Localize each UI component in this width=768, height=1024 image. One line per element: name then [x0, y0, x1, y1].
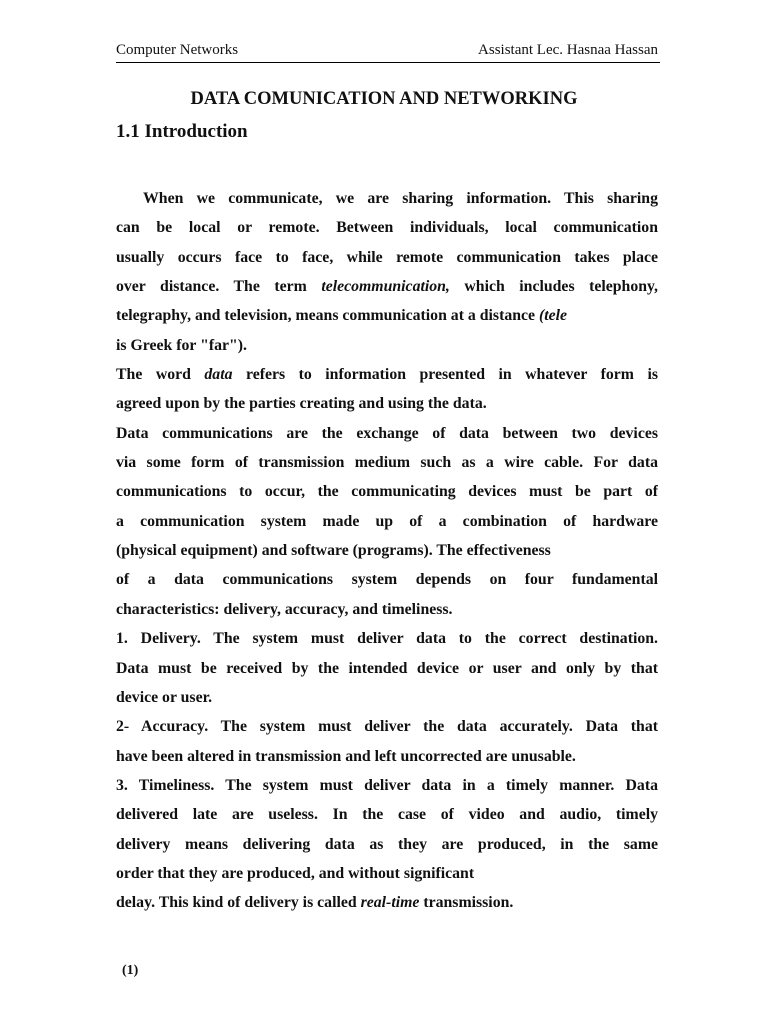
- header-course-title: Computer Networks: [116, 42, 239, 58]
- text-run: The word: [116, 366, 205, 384]
- text-line: delivery means delivering data as they are produced, in the same: [116, 835, 658, 853]
- text-run: refers to information presented in whatever form is: [232, 366, 658, 384]
- text-run: over distance. The term: [116, 278, 322, 296]
- text-line: can be local or remote. Between individuals, local communication: [116, 219, 658, 237]
- section-heading: 1.1 Introduction: [116, 121, 248, 142]
- italic-term: telecommunication,: [321, 278, 450, 296]
- text-run: delay. This kind of delivery is called: [116, 894, 361, 912]
- italic-term: real-time: [360, 894, 420, 912]
- text-line: agreed upon by the parties creating and using the data.: [116, 395, 487, 413]
- text-line: communications to occur, the communicating devices must be part of: [116, 483, 658, 501]
- text-line: delivered late are useless. In the case of video and audio, timely: [116, 806, 658, 824]
- text-line: [116, 301, 658, 330]
- text-run: telegraphy, and television, means communication at a distance: [116, 307, 539, 325]
- text-line: usually occurs face to face, while remote communication takes place: [116, 248, 658, 266]
- text-line: order that they are produced, and without significant: [116, 864, 475, 882]
- text-line: Data communications are the exchange of data between two devices: [116, 424, 658, 442]
- text-line: 1. Delivery. The system must deliver data to the correct destination.: [116, 630, 658, 648]
- text-run: transmission.: [419, 894, 514, 912]
- text-line: have been altered in transmission and left uncorrected are unusable.: [116, 747, 576, 765]
- page-number: (1): [122, 963, 139, 978]
- text-line: device or user.: [116, 688, 213, 706]
- running-header: [116, 42, 660, 63]
- text-run: which includes telephony,: [449, 278, 658, 296]
- italic-term: data: [204, 366, 233, 384]
- document-title: DATA COMUNICATION AND NETWORKING: [190, 89, 578, 109]
- text-line: When we communicate, we are sharing information. This sharing: [143, 190, 658, 207]
- text-line: Data must be received by the intended device or user and only by that: [116, 659, 658, 677]
- text-line: via some form of transmission medium such as a wire cable. For data: [116, 454, 658, 472]
- text-line: [116, 360, 658, 389]
- text-line: characteristics: delivery, accuracy, and timeliness.: [116, 600, 453, 618]
- text-line: 2- Accuracy. The system must deliver the data accurately. Data that: [116, 718, 658, 736]
- text-line: (physical equipment) and software (programs). The effectiveness: [116, 542, 551, 560]
- text-line: 3. Timeliness. The system must deliver data in a timely manner. Data: [116, 776, 658, 794]
- text-line: of a data communications system depends on four fundamental: [116, 571, 658, 589]
- text-line: [116, 272, 658, 301]
- text-line: [116, 888, 658, 917]
- text-line: a communication system made up of a combination of hardware: [116, 512, 658, 530]
- header-author: Assistant Lec. Hasnaa Hassan: [478, 42, 658, 58]
- body-text: [116, 184, 658, 918]
- italic-term: (tele: [539, 307, 568, 325]
- text-line: is Greek for "far").: [116, 336, 248, 354]
